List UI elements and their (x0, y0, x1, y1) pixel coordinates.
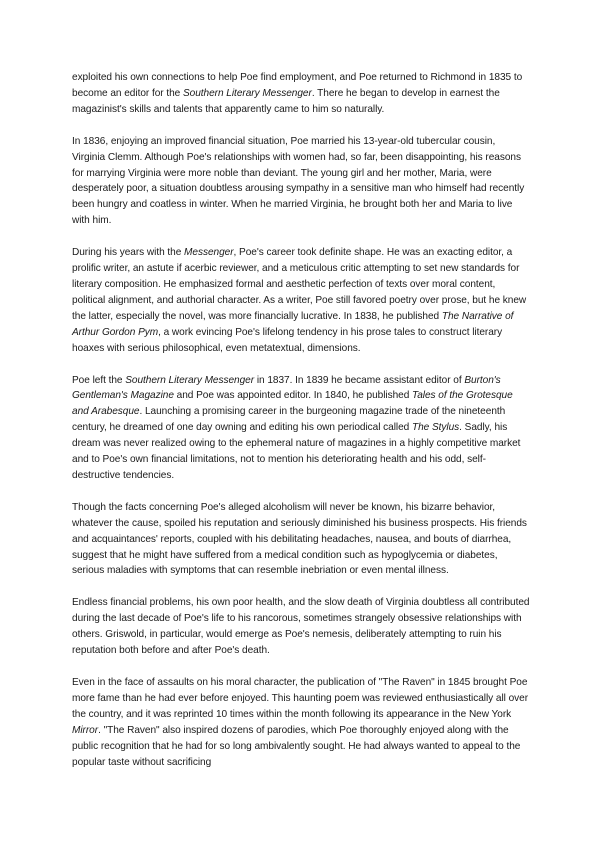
italic-title: Tales of the Grotesque and Arabesque (72, 390, 513, 418)
italic-title: Southern Literary Messenger (125, 374, 255, 386)
text-run: Even in the face of assaults on his moral character, the publication of "The Raven" in 1845 brought Poe more fame than he had ever before enjoyed. This haunting poem was reviewed enthusiastically all over the country, and it was reprinted 10 times within the month following its appearance in the New York (72, 677, 529, 720)
paragraph (72, 373, 530, 484)
paragraph (72, 245, 530, 356)
paragraph (72, 134, 530, 229)
text-run: In 1836, enjoying an improved financial situation, Poe married his 13-year-old tubercular cousin, Virginia Clemm. Although Poe's relationships with women had, so far, been disappointing, his reasons for marrying Virginia were more noble than deviant. The young girl and her mother, Maria, were desperately poor, a situation doubtless arousing sympathy in a sensitive man who himself had recently been hungry and coatless in winter. When he married Virginia, he brought both her and Maria to live with him. (72, 135, 525, 227)
italic-title: Burton's Gentleman's Magazine (72, 374, 501, 402)
text-run: Endless financial problems, his own poor health, and the slow death of Virginia doubtless all contributed during the last decade of Poe's life to his rancorous, sometimes strangely obsessive relationships with others. Griswold, in particular, would emerge as Poe's nemesis, deliberately attempting to ruin his reputation both before and after Poe's death. (72, 597, 530, 657)
text-run: . Launching a promising career in the burgeoning magazine trade of the nineteenth century, he dreamed of one day owning and editing his own periodical called (72, 406, 506, 434)
text-run: in 1837. In 1839 he became assistant editor of (254, 374, 465, 386)
text-run: . There he began to develop in earnest the magazinist's skills and talents that apparently came to him so naturally. (72, 87, 500, 115)
italic-title: The Stylus (411, 422, 460, 434)
text-run: exploited his own connections to help Poe find employment, and Poe returned to Richmond in 1835 to become an editor for the (72, 72, 523, 99)
text-run: Poe left the (72, 374, 126, 386)
text-run: . "The Raven" also inspired dozens of parodies, which Poe thoroughly enjoyed along with the public recognition that he had for so long ambivalently sought. He had always wanted to appeal to the popular taste without sacrificing (72, 724, 521, 768)
text-run: During his years with the (72, 247, 185, 259)
italic-title: Southern Literary Messenger (182, 87, 312, 99)
italic-title: Mirror (72, 724, 99, 736)
text-run: . Sadly, his dream was never realized owing to the ephemeral nature of magazines in a highly competitive market and to Poe's own financial limitations, not to mention his deteriorating health and his odd, self-destructive tendencies. (72, 422, 521, 481)
paragraph (72, 595, 530, 659)
italic-title: The Narrative of Arthur Gordon Pym (72, 310, 514, 338)
text-run: , Poe's career took definite shape. He was an exacting editor, a prolific writer, an astute if acerbic reviewer, and a meticulous critic attempting to set new standards for literary composition. He emphasized formal and aesthetic perfection of texts over moral content, political alignment, and authorial character. As a writer, Poe still favored poetry over prose, but he knew the latter, especially the novel, was more financially lucrative. In 1838, he published (72, 247, 527, 322)
paragraph (72, 500, 530, 580)
text-run: , a work evincing Poe's lifelong tendency in his prose tales to construct literary hoaxes with serious philosophical, even metatextual, dimensions. (72, 326, 503, 354)
text-run: and Poe was appointed editor. In 1840, he published (173, 390, 413, 402)
document-body (72, 70, 530, 786)
paragraph (72, 675, 530, 770)
paragraph (72, 70, 530, 118)
italic-title: Messenger (184, 247, 234, 259)
text-run: Though the facts concerning Poe's alleged alcoholism will never be known, his bizarre behavior, whatever the cause, spoiled his reputation and seriously diminished his business prospects. His friends and acquaintances' reports, coupled with his debilitating headaches, nausea, and bouts of diarrhea, suggest that he might have suffered from a medical condition such as hypoglycemia or diabetes, serious maladies with symptoms that can resemble inebriation or even mental illness. (72, 501, 527, 577)
